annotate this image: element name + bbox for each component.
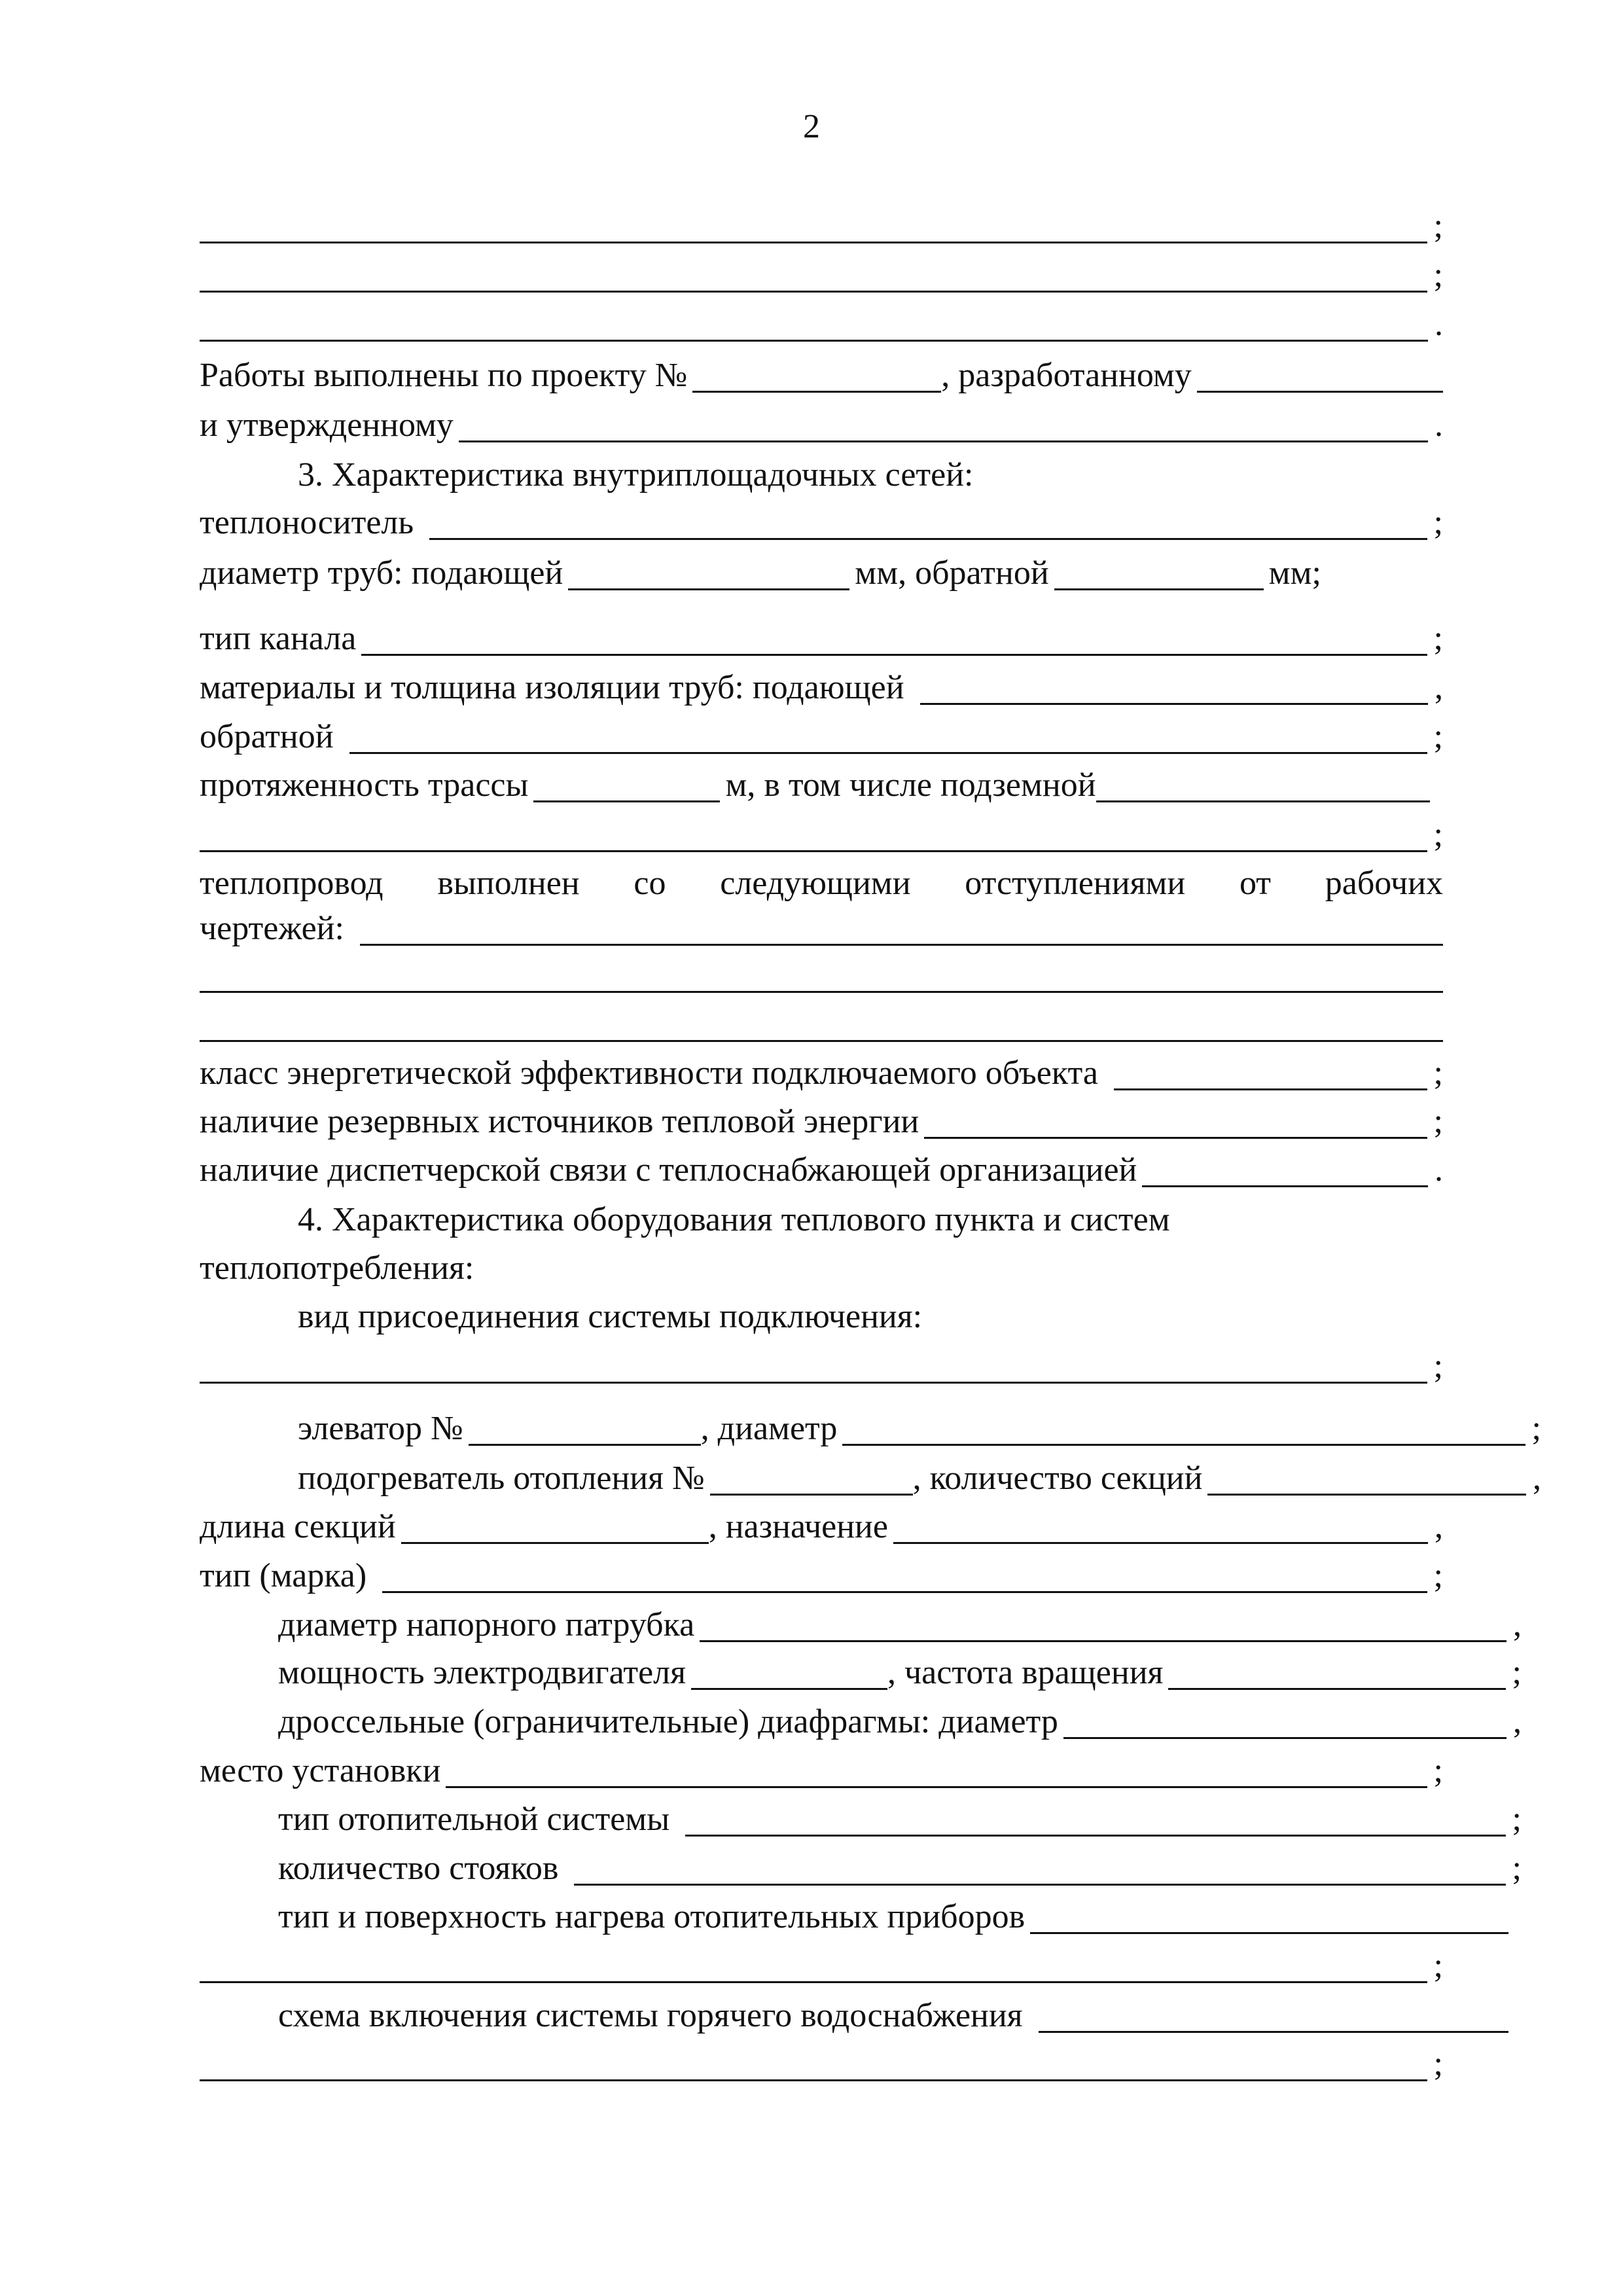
blank-field[interactable]: [200, 821, 1427, 852]
motor-power-field[interactable]: [691, 1659, 887, 1690]
coolant-line: [200, 494, 1443, 540]
type-brand-field[interactable]: [382, 1562, 1427, 1593]
punctuation: ;: [1433, 504, 1443, 541]
deviations-word: рабочих: [1325, 865, 1443, 902]
connection-type-label: вид присоединения системы подключения:: [298, 1298, 923, 1335]
elevator-line: [200, 1400, 1541, 1446]
punctuation: ;: [1433, 1557, 1443, 1594]
punctuation: ;: [1433, 1947, 1443, 1984]
dispatch-field[interactable]: [1142, 1157, 1428, 1187]
insulation-supply-field[interactable]: [920, 674, 1428, 705]
project-label: Работы выполнены по проекту №: [200, 357, 688, 394]
underground-field[interactable]: [1096, 772, 1430, 802]
drawings-line: [200, 900, 1443, 946]
punctuation: ;: [1433, 816, 1443, 853]
blank-line: [200, 296, 1443, 342]
route-length-line: [200, 757, 1443, 802]
reserve-sources-label: наличие резервных источников тепловой энергии: [200, 1103, 919, 1140]
section-length-label: длина секций: [200, 1508, 396, 1545]
risers-count-line: [200, 1840, 1522, 1886]
approved-line: [200, 397, 1443, 442]
section-length-field[interactable]: [401, 1513, 709, 1544]
punctuation: ,: [1435, 669, 1443, 706]
risers-count-field[interactable]: [574, 1855, 1505, 1886]
punctuation: .: [1435, 1151, 1443, 1189]
blank-field[interactable]: [200, 2051, 1427, 2081]
channel-type-label: тип канала: [200, 620, 357, 657]
punctuation: ;: [1433, 2045, 1443, 2083]
developed-label: , разработанному: [941, 357, 1192, 394]
channel-type-field[interactable]: [361, 625, 1427, 656]
page-number: 2: [803, 108, 820, 145]
approved-label: и утвержденному: [200, 406, 454, 444]
channel-type-line: [200, 610, 1443, 656]
hot-water-scheme-field[interactable]: [1039, 2002, 1508, 2033]
return-diameter-field[interactable]: [1054, 560, 1264, 590]
deviations-word: следующими: [720, 865, 911, 902]
connection-type-field[interactable]: [200, 1353, 1427, 1384]
punctuation: ;: [1433, 207, 1443, 245]
motor-power-label: мощность электродвигателя: [278, 1654, 687, 1691]
elevator-diameter-field[interactable]: [842, 1415, 1525, 1446]
motor-power-line: [200, 1644, 1522, 1690]
coolant-field[interactable]: [429, 509, 1427, 540]
energy-class-line: [200, 1045, 1443, 1090]
blank-field[interactable]: [200, 311, 1428, 342]
install-place-field[interactable]: [446, 1757, 1427, 1788]
section4-heading-cont-line: [200, 1240, 1443, 1285]
project-number-field[interactable]: [692, 362, 941, 393]
section-length-line: [200, 1498, 1443, 1544]
rotation-freq-label: , частота вращения: [887, 1654, 1164, 1691]
blank-line: [200, 247, 1443, 293]
section3-heading-line: [200, 446, 1541, 492]
energy-class-field[interactable]: [1114, 1060, 1427, 1090]
sections-count-label: , количество секций: [912, 1460, 1203, 1497]
route-length-field[interactable]: [533, 772, 720, 802]
insulation-return-field[interactable]: [349, 723, 1427, 754]
punctuation: ;: [1433, 1054, 1443, 1092]
hot-water-scheme-label: схема включения системы горячего водоснабжения: [278, 1997, 1023, 2034]
pipe-diameter-line: [200, 545, 1443, 590]
reserve-sources-line: [200, 1093, 1443, 1139]
punctuation: ;: [1433, 257, 1443, 294]
section4-heading-line: [200, 1191, 1541, 1237]
blank-line: [200, 947, 1443, 993]
insulation-line: [200, 659, 1443, 705]
punctuation: ,: [1435, 1508, 1443, 1545]
approved-field[interactable]: [459, 412, 1428, 442]
insulation-return-line: [200, 708, 1443, 754]
heaters-surface-label: тип и поверхность нагрева отопительных приборов: [278, 1898, 1026, 1935]
throttle-line: [200, 1693, 1522, 1739]
mm-return-label: мм, обратной: [855, 554, 1049, 592]
deviations-field[interactable]: [360, 915, 1443, 946]
heaters-surface-line: [200, 1888, 1522, 1934]
punctuation: ;: [1433, 1103, 1443, 1140]
section3-heading: 3. Характеристика внутриплощадочных сетей:: [298, 456, 974, 493]
deviations-line: [200, 855, 1443, 901]
pipe-diameter-label: диаметр труб: подающей: [200, 554, 563, 592]
punctuation: ,: [1513, 1606, 1522, 1643]
install-place-label: место установки: [200, 1752, 441, 1789]
punctuation: ;: [1433, 620, 1443, 657]
blank-line: [200, 996, 1443, 1042]
type-brand-line: [200, 1547, 1443, 1593]
punctuation: ,: [1533, 1460, 1541, 1497]
deviations-word: отступлениями: [965, 865, 1186, 902]
punctuation: ;: [1531, 1410, 1541, 1447]
blank-field[interactable]: [200, 262, 1427, 293]
nozzle-diameter-label: диаметр напорного патрубка: [278, 1606, 695, 1643]
punctuation: ;: [1512, 1801, 1522, 1838]
heaters-surface-field[interactable]: [1030, 1903, 1508, 1934]
dispatch-label: наличие диспетчерской связи с теплоснабжающей организацией: [200, 1151, 1137, 1189]
heating-system-type-label: тип отопительной системы: [278, 1801, 670, 1838]
deviations-word: теплопровод: [200, 865, 383, 902]
deviations-word: выполнен: [437, 865, 580, 902]
blank-line: [200, 1937, 1443, 1983]
mm-label: мм;: [1268, 554, 1321, 592]
install-place-line: [200, 1742, 1443, 1788]
elevator-number-field[interactable]: [469, 1415, 701, 1446]
drawings-label: чертежей:: [200, 910, 344, 947]
energy-class-label: класс энергетической эффективности подключаемого объекта: [200, 1054, 1098, 1092]
risers-count-label: количество стояков: [278, 1850, 559, 1887]
elevator-diameter-label: , диаметр: [700, 1410, 838, 1447]
section4-heading: 4. Характеристика оборудования теплового пункта и систем: [298, 1201, 1170, 1238]
elevator-label: элеватор №: [298, 1410, 463, 1447]
blank-line: [200, 198, 1443, 243]
punctuation: ,: [1513, 1703, 1522, 1740]
blank-field[interactable]: [200, 213, 1427, 243]
insulation-label: материалы и толщина изоляции труб: подающей: [200, 669, 904, 706]
supply-diameter-field[interactable]: [568, 560, 849, 590]
heating-system-type-field[interactable]: [685, 1806, 1505, 1837]
heater-line: [200, 1450, 1541, 1496]
heating-system-type-line: [200, 1791, 1522, 1837]
reserve-sources-field[interactable]: [924, 1108, 1427, 1139]
purpose-field[interactable]: [893, 1513, 1428, 1544]
punctuation: ;: [1433, 1752, 1443, 1789]
blank-field[interactable]: [200, 962, 1443, 993]
insulation-return-label: обратной: [200, 718, 334, 755]
type-brand-label: тип (марка): [200, 1557, 367, 1594]
blank-line: [200, 806, 1443, 852]
punctuation: .: [1435, 306, 1443, 343]
punctuation: .: [1435, 406, 1443, 444]
heater-label: подогреватель отопления №: [298, 1460, 705, 1497]
coolant-label: теплоноситель: [200, 504, 414, 541]
blank-line: [200, 2036, 1443, 2081]
deviations-word: от: [1239, 865, 1272, 902]
nozzle-diameter-field[interactable]: [700, 1611, 1507, 1642]
section4-heading-cont: теплопотребления:: [200, 1249, 474, 1287]
heater-number-field[interactable]: [710, 1465, 913, 1496]
developed-field[interactable]: [1197, 362, 1443, 393]
punctuation: ;: [1433, 1348, 1443, 1385]
punctuation: ;: [1512, 1654, 1522, 1691]
connection-type-line: [200, 1288, 1541, 1334]
deviations-word: со: [633, 865, 666, 902]
blank-line: [200, 1338, 1443, 1384]
dispatch-line: [200, 1141, 1443, 1187]
throttle-label: дроссельные (ограничительные) диафрагмы: диаметр: [278, 1703, 1058, 1740]
underground-label: м, в том числе подземной: [725, 766, 1096, 804]
blank-field[interactable]: [200, 1011, 1443, 1042]
nozzle-diameter-line: [200, 1596, 1522, 1642]
sections-count-field[interactable]: [1207, 1465, 1526, 1496]
route-length-label: протяженность трассы: [200, 766, 529, 804]
project-line: [200, 347, 1443, 393]
throttle-diameter-field[interactable]: [1063, 1708, 1507, 1739]
punctuation: ;: [1433, 718, 1443, 755]
rotation-freq-field[interactable]: [1168, 1659, 1505, 1690]
hot-water-scheme-line: [200, 1987, 1522, 2033]
purpose-label: , назначение: [708, 1508, 888, 1545]
punctuation: ;: [1512, 1850, 1522, 1887]
blank-field[interactable]: [200, 1952, 1427, 1983]
